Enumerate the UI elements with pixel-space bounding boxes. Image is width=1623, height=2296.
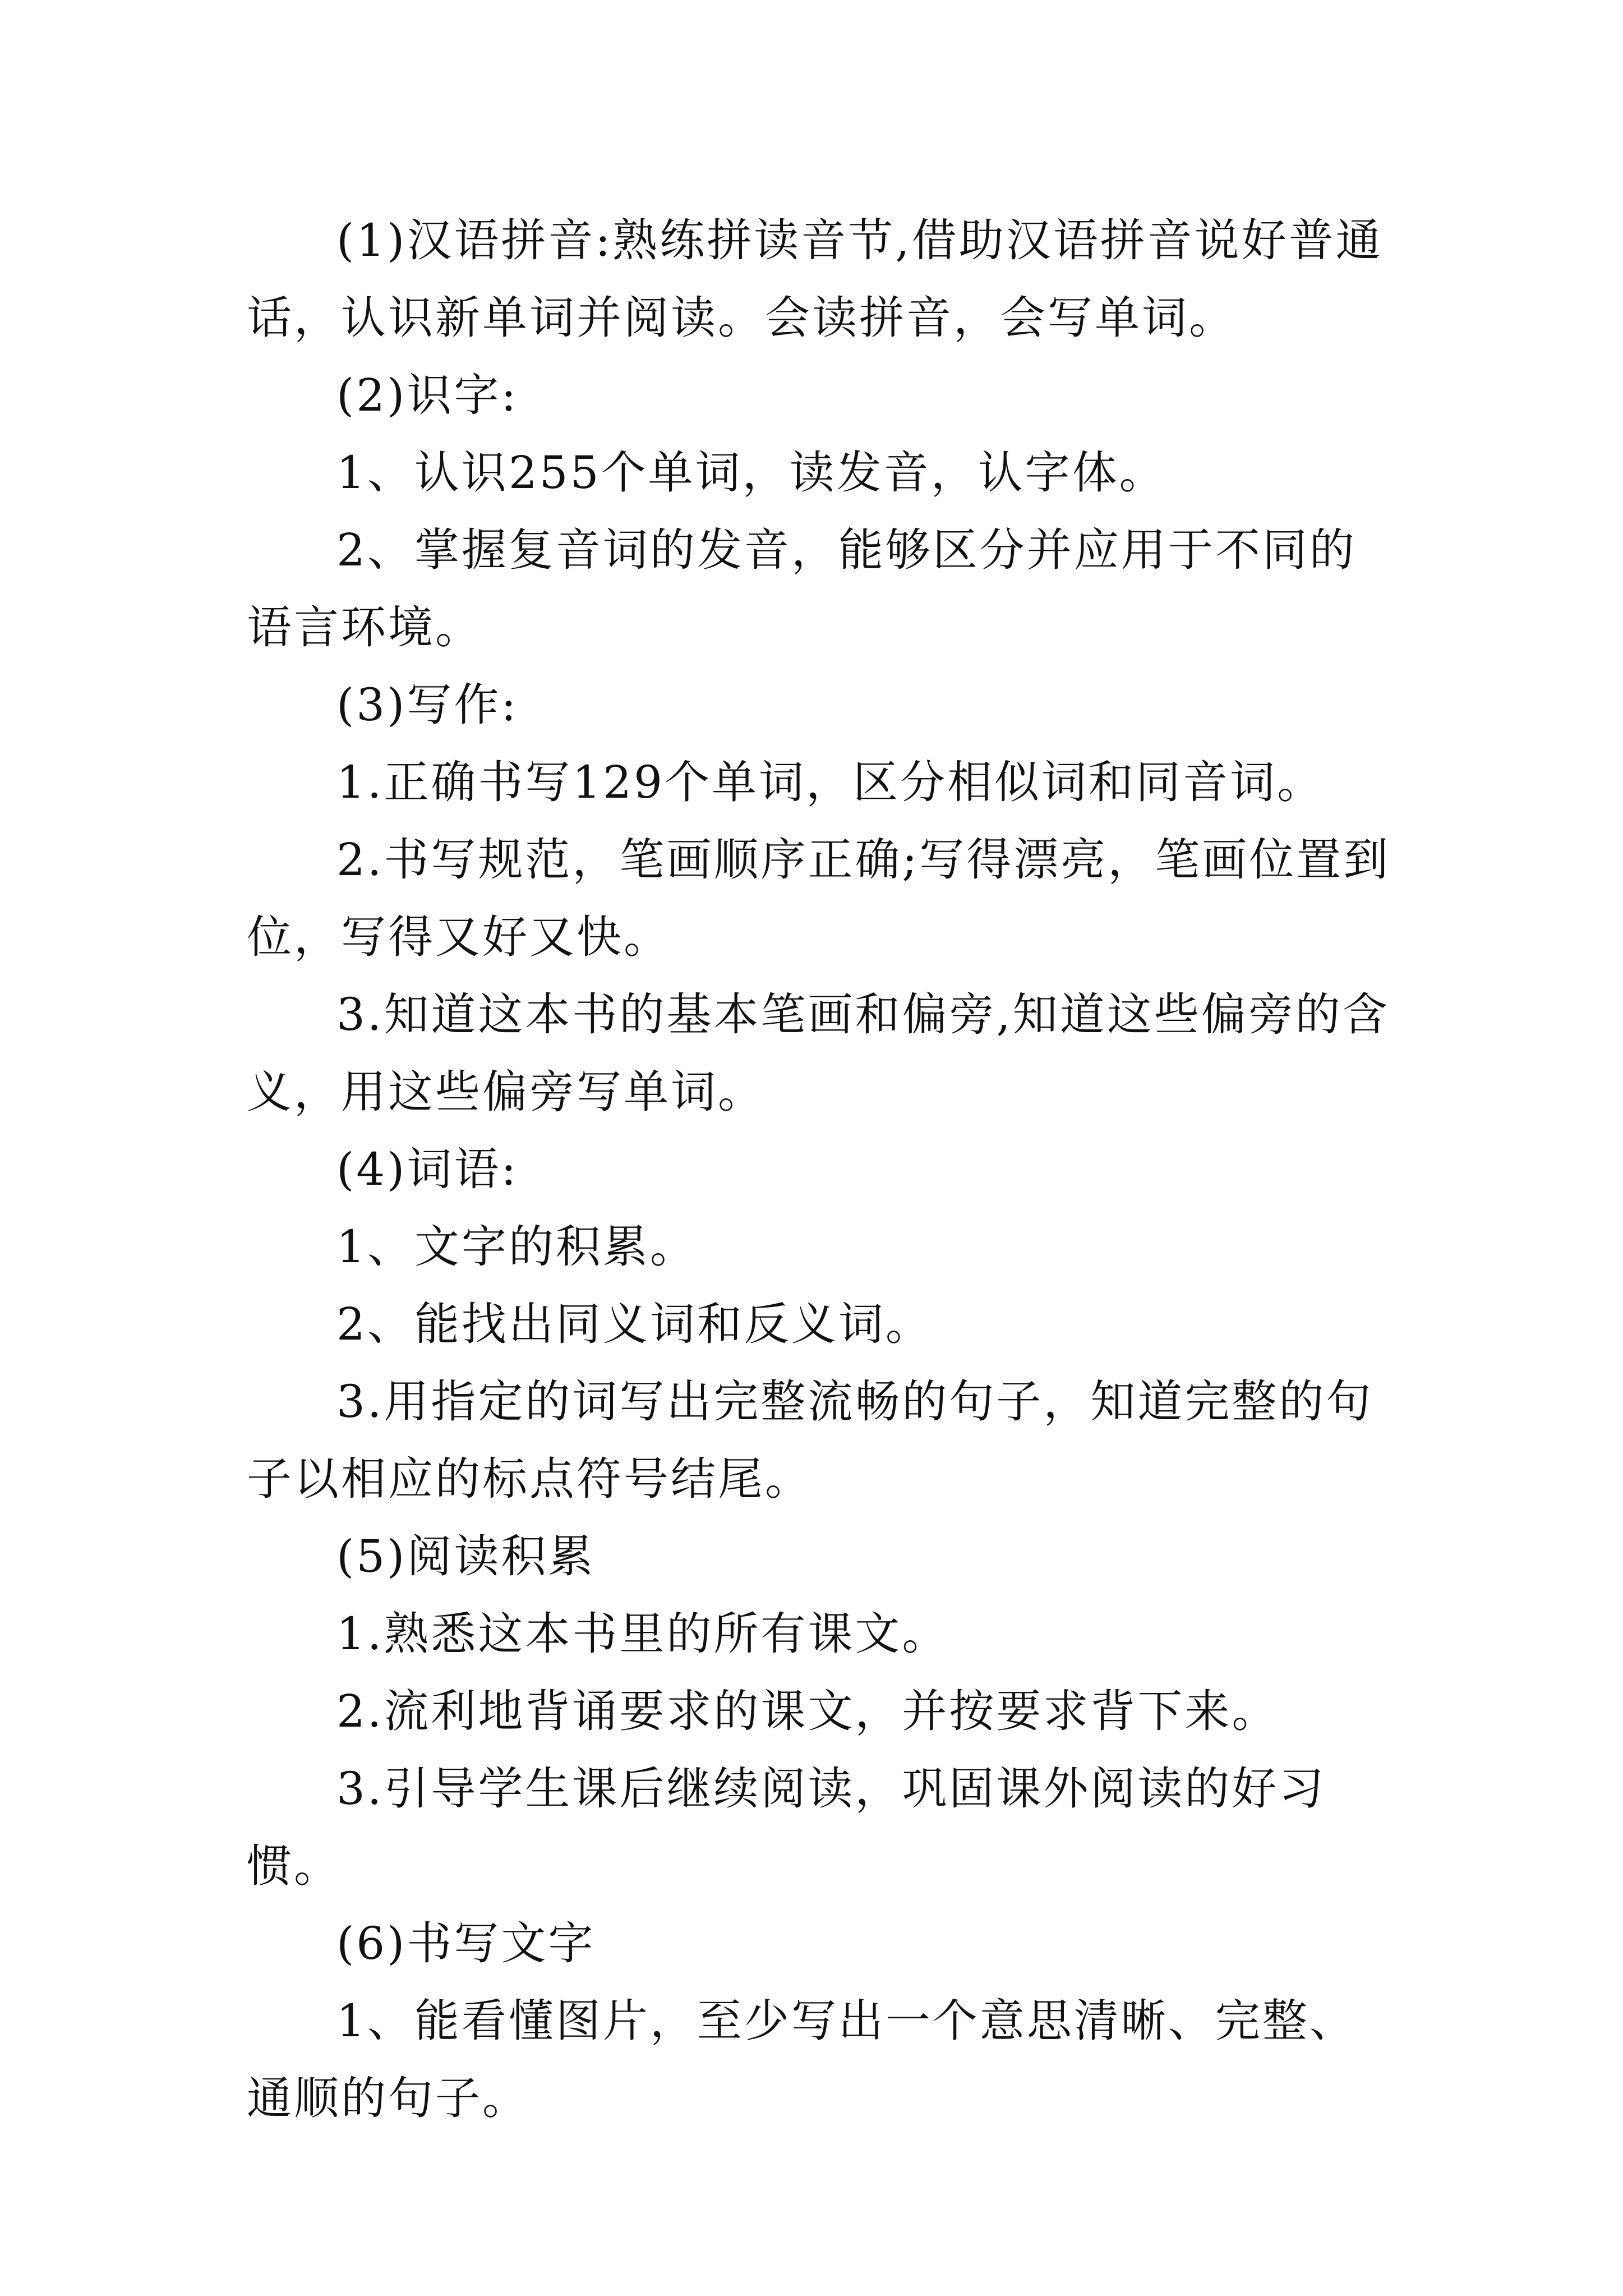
document-body [247,202,1396,2137]
paragraph-literacy-1: 1、认识255个单词，读发音，认字体。 [336,447,1166,499]
paragraph-words-2: 2、能找出同义词和反义词。 [336,1298,933,1350]
paragraph-reading-2: 2.流利地背诵要求的课文，并按要求背下来。 [336,1685,1279,1737]
heading-literacy: (2)识字: [336,369,519,421]
paragraph-pinyin: (1)汉语拼音:熟练拼读音节,借助汉语拼音说好普通话，认识新单词并阅读。会读拼音，会写单词。 [247,214,1383,344]
heading-words: (4)词语: [336,1143,519,1195]
paragraph-words-3: 3.用指定的词写出完整流畅的句子，知道完整的句子以相应的标点符号结尾。 [247,1375,1373,1505]
paragraph-writing-1: 1.正确书写129个单词，区分相似词和同音词。 [336,756,1325,808]
paragraph-writing-3: 3.知道这本书的基本笔画和偏旁,知道这些偏旁的含义，用这些偏旁写单词。 [247,988,1390,1118]
heading-reading: (5)阅读积累 [336,1530,596,1582]
heading-writing: (3)写作: [336,679,519,731]
paragraph-literacy-2: 2、掌握复音词的发音，能够区分并应用于不同的语言环境。 [247,524,1357,654]
heading-composition: (6)书写文字 [336,1917,596,1970]
paragraph-words-1: 1、文字的积累。 [336,1221,697,1273]
paragraph-writing-2: 2.书写规范，笔画顺序正确;写得漂亮，笔画位置到位，写得又好又快。 [247,834,1391,963]
paragraph-reading-3: 3.引导学生课后继续阅读，巩固课外阅读的好习惯。 [247,1763,1326,1892]
paragraph-composition-1: 1、能看懂图片，至少写出一个意思清晰、完整、通顺的句子。 [247,1995,1357,2124]
paragraph-reading-1: 1.熟悉这本书里的所有课文。 [336,1608,949,1660]
